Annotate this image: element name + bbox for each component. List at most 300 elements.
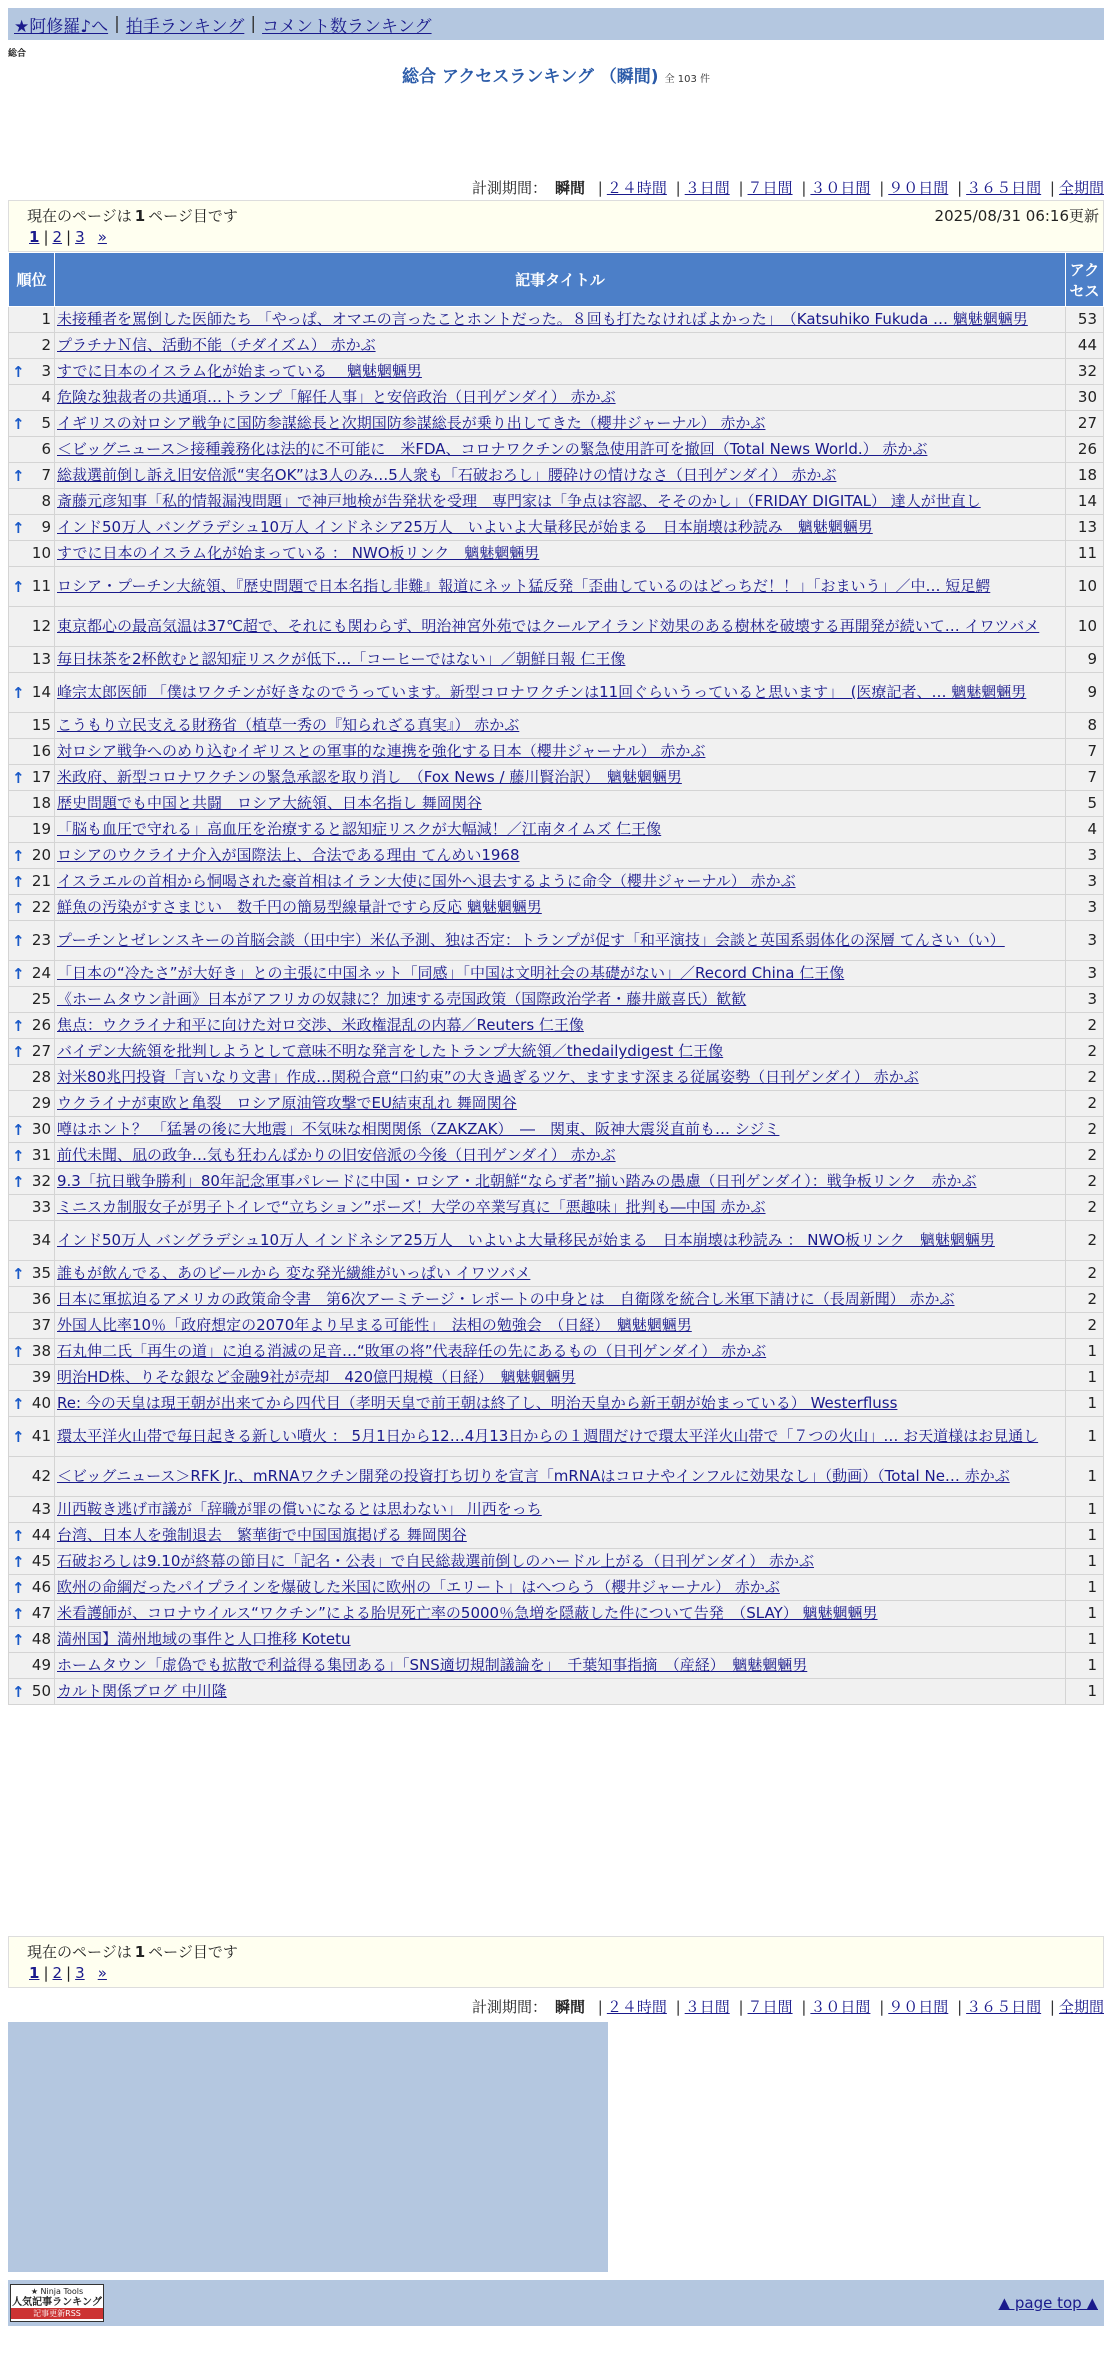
article-title-link[interactable]: ロシアのウクライナ介入が国際法上、合法である理由 てんめい1968 <box>57 846 520 864</box>
table-row <box>9 1287 1104 1313</box>
category-label: 総合 <box>8 49 27 59</box>
arrow-up-icon: ↑ <box>12 1042 25 1061</box>
rank-number: 20 <box>31 846 51 864</box>
rank-cell <box>9 1575 55 1601</box>
access-count: 11 <box>1066 541 1104 567</box>
article-title-link[interactable]: プーチンとゼレンスキーの首脳会談（田中宇）米仏予測、独は否定：トランプが促す「和平演技」会談と英国系弱体化の深層 てんさい（い） <box>57 931 1005 949</box>
access-count: 2 <box>1066 1039 1104 1065</box>
access-count: 5 <box>1066 791 1104 817</box>
badge-line-2: 人気記事ランキング <box>12 2297 102 2308</box>
arrow-up-icon: ↑ <box>12 683 25 702</box>
comment-ranking-link[interactable]: コメント数ランキング <box>262 16 432 37</box>
page-1-link[interactable]: 1 <box>29 228 40 246</box>
table-row <box>9 961 1104 987</box>
article-title-link[interactable]: 外国人比率10％「政府想定の2070年より早まる可能性」 法相の勉強会 （日経） 魑魅魍魎男 <box>57 1316 692 1334</box>
title-header: 記事タイトル <box>55 253 1066 307</box>
rank-number: 1 <box>41 310 51 328</box>
access-count: 1 <box>1066 1417 1104 1457</box>
arrow-up-icon: ↑ <box>12 931 25 950</box>
period-separator: | <box>1049 1998 1055 2016</box>
page-top-link[interactable]: ▲ page top ▲ <box>998 2294 1098 2312</box>
article-title-link[interactable]: 歴史問題でも中国と共闘 ロシア大統領、日本名指し 舞岡関谷 <box>57 794 482 812</box>
page-3-link[interactable]: 3 <box>75 1964 85 1982</box>
arrow-up-icon: ↑ <box>12 898 25 917</box>
next-page-link[interactable]: » <box>97 228 107 246</box>
title-cell <box>55 1523 1066 1549</box>
table-row <box>9 1091 1104 1117</box>
rank-number: 35 <box>31 1264 51 1282</box>
title-cell <box>55 1627 1066 1653</box>
badge-line-3: 記事更新RSS <box>11 2308 103 2319</box>
nav-separator: | <box>114 14 120 34</box>
article-title-link[interactable]: 対米80兆円投資「言いなり文書」作成…関税合意“口約束”の大き過ぎるツケ、ますます深まる従属姿勢（日刊ゲンダイ） 赤かぶ <box>57 1068 919 1086</box>
rank-number: 11 <box>31 577 51 595</box>
article-title-link[interactable]: 台湾、日本人を強制退去 繁華街で中国国旗掲げる 舞岡関谷 <box>57 1526 467 1544</box>
rank-number: 7 <box>41 466 51 484</box>
rank-cell <box>9 1679 55 1705</box>
article-title-link[interactable]: 明治HD株、りそな銀など金融9社が売却 420億円規模（日経） 魑魅魍魎男 <box>57 1368 576 1386</box>
rank-cell <box>9 359 55 385</box>
access-count: 4 <box>1066 817 1104 843</box>
article-title-link[interactable]: 9.3「抗日戦争勝利」80年記念軍事パレードに中国・ロシア・北朝鮮“ならず者”揃い踏みの愚慮（日刊ゲンダイ）：戦争板リンク 赤かぶ <box>57 1172 977 1190</box>
rank-cell <box>9 1497 55 1523</box>
access-count: 2 <box>1066 1091 1104 1117</box>
access-count: 2 <box>1066 1221 1104 1261</box>
period-30d-link[interactable]: ３０日間 <box>810 1998 871 2016</box>
access-count: 1 <box>1066 1497 1104 1523</box>
article-title-link[interactable]: 毎日抹茶を2杯飲むと認知症リスクが低下…「コーヒーではない」／朝鮮日報 仁王像 <box>57 650 626 668</box>
table-row <box>9 817 1104 843</box>
period-current: 瞬間 <box>554 179 585 197</box>
access-count: 30 <box>1066 385 1104 411</box>
page-title <box>0 62 1112 87</box>
arrow-up-icon: ↑ <box>12 1552 25 1571</box>
title-cell <box>55 1601 1066 1627</box>
title-cell <box>55 411 1066 437</box>
rank-number: 22 <box>31 898 51 916</box>
access-count: 2 <box>1066 1195 1104 1221</box>
top-nav-bar <box>8 8 1104 40</box>
rank-cell <box>9 1169 55 1195</box>
article-title-link[interactable]: バイデン大統領を批判しようとして意味不明な発言をしたトランプ大統領／thedailydigest 仁王像 <box>57 1042 724 1060</box>
table-row <box>9 921 1104 961</box>
rank-cell <box>9 765 55 791</box>
article-title-link[interactable]: インド50万人 バングラデシュ10万人 インドネシア25万人 いよいよ大量移民が始まる 日本崩壊は秒読み ： NWO板リンク 魑魅魍魎男 <box>57 1231 995 1249</box>
title-cell <box>55 515 1066 541</box>
access-count: 2 <box>1066 1287 1104 1313</box>
page-separator: | <box>66 1964 72 1982</box>
access-count: 1 <box>1066 1457 1104 1497</box>
badge-line-1: ★ Ninja Tools <box>30 2287 84 2296</box>
arrow-up-icon: ↑ <box>12 768 25 787</box>
rank-cell <box>9 515 55 541</box>
arrow-up-icon: ↑ <box>12 1578 25 1597</box>
period-selector-top <box>472 177 1104 198</box>
table-row <box>9 385 1104 411</box>
article-title-link[interactable]: ＜ビッグニュース＞接種義務化は法的に不可能に 米FDA、コロナワクチンの緊急使用許可を撤回（Total News World.） 赤かぶ <box>57 440 928 458</box>
access-count: 1 <box>1066 1679 1104 1705</box>
article-title-link[interactable]: 峰宗太郎医師 「僕はワクチンが好きなのでうっています。新型コロナワクチンは11回ぐらいうっていると思います」 (医療記者、… 魑魅魍魎男 <box>57 683 1027 701</box>
rank-number: 6 <box>41 440 51 458</box>
title-cell <box>55 1417 1066 1457</box>
period-365d-link[interactable]: ３６５日間 <box>966 179 1042 197</box>
rank-cell <box>9 1013 55 1039</box>
period-label: 計測期間： <box>471 1998 547 2016</box>
article-title-link[interactable]: 環太平洋火山帯で毎日起きる新しい噴火 ： 5月1日から12…4月13日からの１週間だけで環太平洋火山帯で「７つの火山」… お天道様はお見通し <box>57 1427 1039 1445</box>
current-page-post: ページ目です <box>148 207 238 225</box>
access-count: 2 <box>1066 1261 1104 1287</box>
period-7d-link[interactable]: ７日間 <box>747 1998 793 2016</box>
page-title-text: 総合 アクセスランキング （瞬間) <box>401 67 659 87</box>
page-2-link[interactable]: 2 <box>52 1964 63 1982</box>
period-separator: | <box>597 179 603 197</box>
access-count: 3 <box>1066 987 1104 1013</box>
rank-cell <box>9 1549 55 1575</box>
table-row <box>9 307 1104 333</box>
table-row <box>9 1627 1104 1653</box>
access-count: 2 <box>1066 1013 1104 1039</box>
access-count: 18 <box>1066 463 1104 489</box>
rank-number: 39 <box>31 1368 51 1386</box>
title-cell <box>55 921 1066 961</box>
rank-cell <box>9 843 55 869</box>
table-row <box>9 791 1104 817</box>
title-cell <box>55 817 1066 843</box>
rank-number: 14 <box>31 683 51 701</box>
access-count: 8 <box>1066 713 1104 739</box>
title-cell <box>55 895 1066 921</box>
article-title-link[interactable]: 「日本の“冷たさ”が大好き」との主張に中国ネット「同感」「中国は文明社会の基礎がない」／Record China 仁王像 <box>57 964 845 982</box>
item-count: 全 103 件 <box>664 74 711 85</box>
title-cell <box>55 541 1066 567</box>
article-title-link[interactable]: 石丸伸二氏「再生の道」に迫る消滅の足音…“敗軍の将”代表辞任の先にあるもの（日刊ゲンダイ） 赤かぶ <box>57 1342 767 1360</box>
arrow-up-icon: ↑ <box>12 964 25 983</box>
rank-number: 25 <box>31 990 51 1008</box>
title-cell <box>55 647 1066 673</box>
rank-number: 18 <box>31 794 51 812</box>
rank-number: 24 <box>31 964 51 982</box>
article-title-link[interactable]: 川西鞍き逃げ市議が「辞職が罪の償いになるとは思わない」 川西をっち <box>57 1500 542 1518</box>
article-title-link[interactable]: 焦点：ウクライナ和平に向けた対ロ交渉、米政権混乱の内幕／Reuters 仁王像 <box>57 1016 584 1034</box>
access-count: 2 <box>1066 1117 1104 1143</box>
rank-cell <box>9 739 55 765</box>
article-title-link[interactable]: 東京都心の最高気温は37℃超で、それにも関わらず、明治神宮外苑ではクールアイランド効果のある樹林を破壊する再開発が続いて… イワツバメ <box>57 617 1040 635</box>
rank-cell <box>9 1417 55 1457</box>
article-title-link[interactable]: ＜ビッグニュース＞RFK Jr.、mRNAワクチン開発の投資打ち切りを宣言「mRNAはコロナやインフルに効果なし」（動画）（Total Ne… 赤かぶ <box>57 1467 1010 1485</box>
title-cell <box>55 1365 1066 1391</box>
rank-cell <box>9 1091 55 1117</box>
rank-number: 47 <box>31 1604 51 1622</box>
article-title-link[interactable]: 誰もが飲んでる、あのビールから 変な発光繊維がいっぱい イワツバメ <box>57 1264 531 1282</box>
period-separator: | <box>957 179 963 197</box>
access-count: 3 <box>1066 869 1104 895</box>
article-title-link[interactable]: ミニスカ制服女子が男子トイレで“立ちション”ポーズ！大学の卒業写真に「悪趣味」批判も―中国 赤かぶ <box>57 1198 766 1216</box>
title-cell <box>55 1143 1066 1169</box>
rank-number: 15 <box>31 716 51 734</box>
arrow-up-icon: ↑ <box>12 1630 25 1649</box>
article-title-link[interactable]: 米看護師が、コロナウイルス“ワクチン”による胎児死亡率の5000％急増を隠蔽した件について告発 （SLAY） 魑魅魍魎男 <box>57 1604 878 1622</box>
period-90d-link[interactable]: ９０日間 <box>888 1998 949 2016</box>
title-cell <box>55 1287 1066 1313</box>
article-title-link[interactable]: 欧州の命綱だったパイプラインを爆破した米国に欧州の「エリート」はへつらう（櫻井ジャーナル） 赤かぶ <box>57 1578 780 1596</box>
pagination-bottom <box>29 1964 107 1982</box>
article-title-link[interactable]: ロシア・プーチン大統領、『歴史問題で日本名指し非難』報道にネット猛反発「歪曲しているのはどっちだ！！」「おまいう」／中… 短足鰐 <box>57 577 991 595</box>
arrow-up-icon: ↑ <box>12 518 25 537</box>
article-title-link[interactable]: 満州国】満州地域の事件と人口推移 Kotetu <box>57 1630 351 1648</box>
rank-cell <box>9 307 55 333</box>
rank-number: 32 <box>31 1172 51 1190</box>
rank-cell <box>9 333 55 359</box>
rank-cell <box>9 1627 55 1653</box>
table-row <box>9 647 1104 673</box>
title-cell <box>55 1679 1066 1705</box>
article-title-link[interactable]: 対ロシア戦争へのめり込むイギリスとの軍事的な連携を強化する日本（櫻井ジャーナル） 赤かぶ <box>57 742 706 760</box>
rank-number: 4 <box>41 388 51 406</box>
rank-number: 8 <box>41 492 51 510</box>
article-title-link[interactable]: 斎藤元彦知事「私的情報漏洩問題」で神戸地検が告発状を受理 専門家は「争点は容認、そそのかし」（FRIDAY DIGITAL） 達人が世直し <box>57 492 981 510</box>
period-24h-link[interactable]: ２４時間 <box>606 179 667 197</box>
rank-cell <box>9 1143 55 1169</box>
table-row <box>9 1313 1104 1339</box>
period-selector-bottom <box>472 1996 1104 2017</box>
period-24h-link[interactable]: ２４時間 <box>606 1998 667 2016</box>
article-title-link[interactable]: 《ホームタウン計画》日本がアフリカの奴隷に？加速する売国政策（国際政治学者・藤井厳喜氏）歓歓 <box>57 990 747 1008</box>
pagination-top <box>29 228 107 246</box>
article-title-link[interactable]: 鮮魚の汚染がすさまじい 数千円の簡易型線量計ですら反応 魑魅魍魎男 <box>57 898 542 916</box>
table-row <box>9 765 1104 791</box>
period-separator: | <box>675 1998 681 2016</box>
table-row <box>9 1679 1104 1705</box>
access-count: 2 <box>1066 1143 1104 1169</box>
access-count: 1 <box>1066 1391 1104 1417</box>
paging-info-bottom <box>8 1936 1104 1988</box>
access-count: 2 <box>1066 1313 1104 1339</box>
title-cell <box>55 489 1066 515</box>
rank-number: 9 <box>41 518 51 536</box>
current-page-pre: 現在のページは <box>27 207 132 225</box>
rank-header: 順位 <box>9 253 55 307</box>
rank-cell <box>9 1653 55 1679</box>
period-90d-link[interactable]: ９０日間 <box>888 179 949 197</box>
period-separator: | <box>675 179 681 197</box>
access-count: 1 <box>1066 1339 1104 1365</box>
arrow-up-icon: ↑ <box>12 1120 25 1139</box>
arrow-up-icon: ↑ <box>12 577 25 596</box>
period-7d-link[interactable]: ７日間 <box>747 179 793 197</box>
access-count: 2 <box>1066 1169 1104 1195</box>
access-count: 10 <box>1066 567 1104 607</box>
access-count: 1 <box>1066 1523 1104 1549</box>
ninja-tools-badge[interactable] <box>10 2284 104 2322</box>
period-30d-link[interactable]: ３０日間 <box>810 179 871 197</box>
title-cell <box>55 1013 1066 1039</box>
article-title-link[interactable]: 日本に軍拡迫るアメリカの政策命令書 第6次アーミテージ・レポートの中身とは 自衛隊を統合し米軍下請けに（長周新聞） 赤かぶ <box>57 1290 955 1308</box>
next-page-link[interactable]: » <box>97 1964 107 1982</box>
article-title-link[interactable]: インド50万人 バングラデシュ10万人 インドネシア25万人 いよいよ大量移民が始まる 日本崩壊は秒読み 魑魅魍魎男 <box>57 518 873 536</box>
article-title-link[interactable]: 「脳も血圧で守れる」高血圧を治療すると認知症リスクが大幅減！／江南タイムズ 仁王像 <box>57 820 662 838</box>
rank-number: 2 <box>41 336 51 354</box>
table-row <box>9 713 1104 739</box>
article-title-link[interactable]: カルト関係ブログ 中川隆 <box>57 1682 227 1700</box>
title-cell <box>55 1169 1066 1195</box>
title-cell <box>55 359 1066 385</box>
rank-number: 41 <box>31 1427 51 1445</box>
arrow-up-icon: ↑ <box>12 846 25 865</box>
ranking-table <box>8 252 1104 1705</box>
current-page-number: 1 <box>134 207 146 225</box>
arrow-up-icon: ↑ <box>12 872 25 891</box>
period-365d-link[interactable]: ３６５日間 <box>966 1998 1042 2016</box>
table-row <box>9 1143 1104 1169</box>
table-row <box>9 1417 1104 1457</box>
rank-number: 50 <box>31 1682 51 1700</box>
page-separator: | <box>66 228 72 246</box>
rank-number: 26 <box>31 1016 51 1034</box>
title-cell <box>55 1221 1066 1261</box>
rank-number: 49 <box>31 1656 51 1674</box>
rank-number: 31 <box>31 1146 51 1164</box>
article-title-link[interactable]: すでに日本のイスラム化が始まっている 魑魅魍魎男 <box>57 362 422 380</box>
arrow-up-icon: ↑ <box>12 1427 25 1446</box>
title-cell <box>55 1575 1066 1601</box>
article-title-link[interactable]: イギリスの対ロシア戦争に国防参謀総長と次期国防参謀総長が乗り出してきた（櫻井ジャーナル） 赤かぶ <box>57 414 766 432</box>
title-cell <box>55 437 1066 463</box>
title-cell <box>55 567 1066 607</box>
table-row <box>9 987 1104 1013</box>
access-count: 53 <box>1066 307 1104 333</box>
table-row <box>9 489 1104 515</box>
rank-cell <box>9 541 55 567</box>
title-cell <box>55 961 1066 987</box>
period-3d-link[interactable]: ３日間 <box>684 1998 730 2016</box>
arrow-up-icon: ↑ <box>12 362 25 381</box>
period-label: 計測期間： <box>471 179 547 197</box>
page-2-link[interactable]: 2 <box>52 228 63 246</box>
rank-number: 37 <box>31 1316 51 1334</box>
title-cell <box>55 791 1066 817</box>
title-cell <box>55 1313 1066 1339</box>
article-title-link[interactable]: プラチナＮ信、活動不能（チダイズム） 赤かぶ <box>57 336 376 354</box>
rank-cell <box>9 647 55 673</box>
rank-number: 23 <box>31 931 51 949</box>
rank-number: 43 <box>31 1500 51 1518</box>
table-row <box>9 1261 1104 1287</box>
table-row <box>9 1575 1104 1601</box>
rank-number: 27 <box>31 1042 51 1060</box>
table-row <box>9 463 1104 489</box>
article-title-link[interactable]: ホームタウン「虚偽でも拡散で利益得る集団ある」「SNS適切規制議論を」 千葉知事指摘 （産経） 魑魅魍魎男 <box>57 1656 808 1674</box>
updated-timestamp: 2025/08/31 06:16更新 <box>934 207 1099 225</box>
article-title-link[interactable]: Re: 今の天皇は現王朝が出来てから四代目（孝明天皇で前王朝は終了し、明治天皇から新王朝が始まっている） Westerfluss <box>57 1394 898 1412</box>
table-row <box>9 607 1104 647</box>
period-separator: | <box>801 179 807 197</box>
period-all-link[interactable]: 全期間 <box>1058 1998 1104 2016</box>
rank-cell <box>9 987 55 1013</box>
period-3d-link[interactable]: ３日間 <box>684 179 730 197</box>
access-count: 7 <box>1066 739 1104 765</box>
table-row <box>9 1339 1104 1365</box>
table-row <box>9 895 1104 921</box>
footer-bar <box>8 2280 1104 2326</box>
article-title-link[interactable]: 噂はホント？ 「猛暑の後に大地震」不気味な相関関係（ZAKZAK） ― 関東、阪神大震災直前も… シジミ <box>57 1120 780 1138</box>
rank-number: 44 <box>31 1526 51 1544</box>
home-link[interactable]: ★阿修羅♪へ <box>14 16 109 37</box>
table-row <box>9 515 1104 541</box>
rank-number: 33 <box>31 1198 51 1216</box>
article-title-link[interactable]: 未接種者を罵倒した医師たち 「やっぱ、オマエの言ったことホントだった。８回も打たなければよかった」 （Katsuhiko Fukuda … 魑魅魍魎男 <box>57 310 1028 328</box>
table-row <box>9 1013 1104 1039</box>
article-title-link[interactable]: 前代未聞、凪の政争…気も狂わんばかりの旧安倍派の今後（日刊ゲンダイ） 赤かぶ <box>57 1146 616 1164</box>
title-cell <box>55 1653 1066 1679</box>
table-row <box>9 1221 1104 1261</box>
table-row <box>9 333 1104 359</box>
arrow-up-icon: ↑ <box>12 1016 25 1035</box>
rank-number: 3 <box>41 362 51 380</box>
page-1-link[interactable]: 1 <box>29 1964 40 1982</box>
rank-cell <box>9 1339 55 1365</box>
article-title-link[interactable]: 米政府、新型コロナワクチンの緊急承認を取り消し （Fox News / 藤川賢治訳） 魑魅魍魎男 <box>57 768 682 786</box>
article-title-link[interactable]: 石破おろしは9.10が終幕の節目に「記名・公表」で自民総裁選前倒しのハードル上がる（日刊ゲンダイ） 赤かぶ <box>57 1552 814 1570</box>
access-count: 10 <box>1066 607 1104 647</box>
title-cell <box>55 1549 1066 1575</box>
rank-number: 21 <box>31 872 51 890</box>
rank-cell <box>9 1287 55 1313</box>
current-page-number: 1 <box>134 1943 146 1961</box>
period-separator: | <box>879 179 885 197</box>
article-title-link[interactable]: こうもり立民支える財務省（植草一秀の『知られざる真実』） 赤かぶ <box>57 716 520 734</box>
title-cell <box>55 1195 1066 1221</box>
rank-number: 30 <box>31 1120 51 1138</box>
page-3-link[interactable]: 3 <box>75 228 85 246</box>
period-separator: | <box>738 1998 744 2016</box>
article-title-link[interactable]: 危険な独裁者の共通項…トランプ「解任人事」と安倍政治（日刊ゲンダイ） 赤かぶ <box>57 388 616 406</box>
access-count: 2 <box>1066 1065 1104 1091</box>
article-title-link[interactable]: すでに日本のイスラム化が始まっている ： NWO板リンク 魑魅魍魎男 <box>57 544 540 562</box>
clap-ranking-link[interactable]: 拍手ランキング <box>125 16 245 37</box>
rank-cell <box>9 921 55 961</box>
access-count: 3 <box>1066 921 1104 961</box>
table-row <box>9 437 1104 463</box>
rank-cell <box>9 567 55 607</box>
period-current: 瞬間 <box>554 1998 585 2016</box>
title-cell <box>55 463 1066 489</box>
access-count: 7 <box>1066 765 1104 791</box>
title-cell <box>55 739 1066 765</box>
period-all-link[interactable]: 全期間 <box>1058 179 1104 197</box>
title-cell <box>55 1339 1066 1365</box>
period-separator: | <box>801 1998 807 2016</box>
rank-cell <box>9 1457 55 1497</box>
table-row <box>9 1523 1104 1549</box>
table-row <box>9 567 1104 607</box>
access-count: 1 <box>1066 1653 1104 1679</box>
access-count: 1 <box>1066 1549 1104 1575</box>
article-title-link[interactable]: イスラエルの首相から恫喝された豪首相はイラン大使に国外へ退去するように命令（櫻井ジャーナル） 赤かぶ <box>57 872 796 890</box>
article-title-link[interactable]: ウクライナが東欧と亀裂 ロシア原油管攻撃でEU結束乱れ 舞岡関谷 <box>57 1094 517 1112</box>
rank-cell <box>9 411 55 437</box>
rank-number: 5 <box>41 414 51 432</box>
title-cell <box>55 1065 1066 1091</box>
arrow-up-icon: ↑ <box>12 1526 25 1545</box>
title-cell <box>55 1261 1066 1287</box>
period-separator: | <box>597 1998 603 2016</box>
access-count: 3 <box>1066 961 1104 987</box>
article-title-link[interactable]: 総裁選前倒し訴え旧安倍派“実名OK”は3人のみ…5人衆も「石破おろし」腰砕けの情けなさ（日刊ゲンダイ） 赤かぶ <box>57 466 837 484</box>
rank-number: 38 <box>31 1342 51 1360</box>
table-row <box>9 359 1104 385</box>
title-cell <box>55 843 1066 869</box>
arrow-up-icon: ↑ <box>12 1342 25 1361</box>
